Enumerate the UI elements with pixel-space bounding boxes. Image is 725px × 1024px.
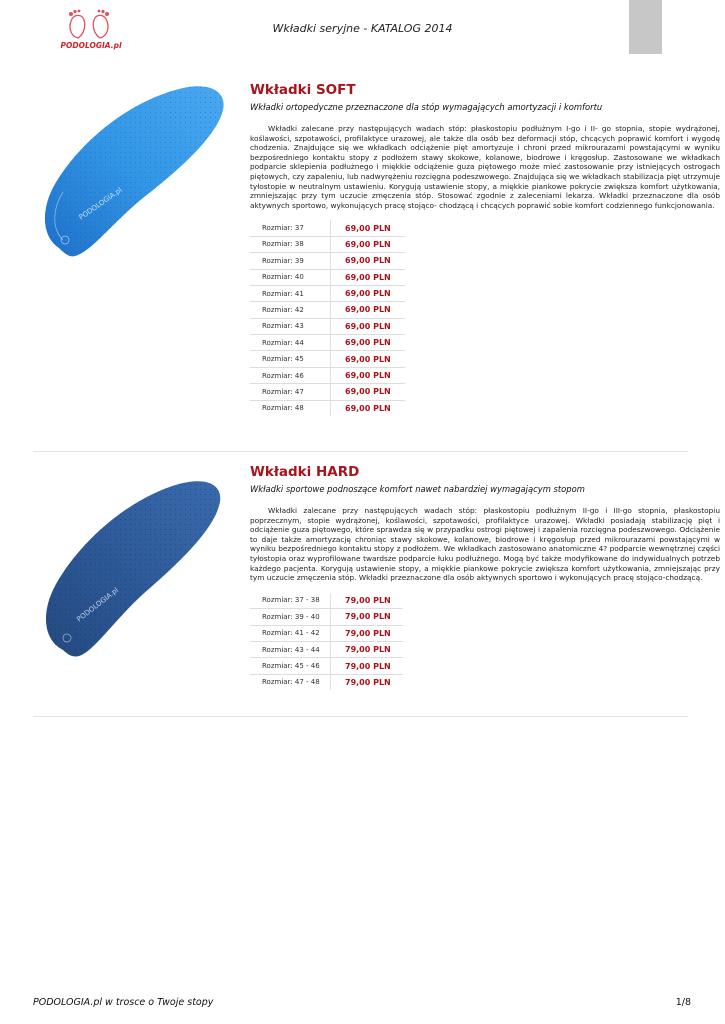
size-cell: Rozmiar: 38 — [250, 236, 331, 252]
hard-content — [250, 464, 720, 690]
price-cell: 79,00 PLN — [331, 609, 404, 625]
table-row — [250, 236, 405, 252]
hard-title: Wkładki HARD — [250, 464, 360, 480]
size-cell: Rozmiar: 41 — [250, 285, 331, 301]
table-row — [250, 367, 405, 383]
price-cell: 69,00 PLN — [331, 335, 406, 351]
soft-insole-image — [33, 80, 233, 279]
soft-title: Wkładki SOFT — [250, 82, 356, 98]
size-cell: Rozmiar: 42 — [250, 302, 331, 318]
footer-tagline: PODOLOGIA.pl w trosce o Twoje stopy — [33, 997, 214, 1008]
table-row — [250, 658, 403, 674]
size-cell: Rozmiar: 39 — [250, 253, 331, 269]
price-cell: 69,00 PLN — [331, 351, 406, 367]
hard-insole-image — [33, 472, 233, 671]
size-cell: Rozmiar: 41 - 42 — [250, 625, 331, 641]
table-row — [250, 220, 405, 236]
size-cell: Rozmiar: 45 - 46 — [250, 658, 331, 674]
size-cell: Rozmiar: 47 - 48 — [250, 674, 331, 690]
table-row — [250, 400, 405, 416]
size-cell: Rozmiar: 45 — [250, 351, 331, 367]
hard-insole-label: PODOLOGIA.pl — [75, 586, 121, 624]
price-cell: 69,00 PLN — [331, 269, 406, 285]
section-divider — [33, 451, 688, 452]
size-cell: Rozmiar: 37 — [250, 220, 331, 236]
hard-description-text: Wkładki zalecane przy następujących wadach stóp: płaskostopiu podłużnym II-go i III-go stopnia, płaskostopiu poprzecznym, stopie wydrążonej, koślawości, szpotawości, profilaktyce urazowej. Wkładki posiadają stabilizację pięt i odciążenie guza piętowego, które sprawdza się w przypadku ostrogi piętowej i zapalenia rozcięgna podeszwowego. Odciążenie to daje także amortyzację chroniąc stawy skokowe, kolanowe, biodrowe i kręgosłup przed mikrourazami powstającymi w wyniku bezpośredniego kontaktu stopy z podłożem. We wkładkach zastosowano anatomiczne 4? podparcie wewnętrznej części tyłostopia oraz wyprofilowane twardsze podparcie łuku podłużnego. Mogą być także modyfikowane do indywidualnych potrzeb każdego pacjenta. Korygują ustawienie stopy, a miękkie piankowe pokrycie zwiększa komfort użytkowania, zmniejszając przy tym uczucie zmęczenia stóp. Wkładki przeznaczone dla osób aktywnych sportowo i wykonujących pracę stojąco-chodzącą. — [250, 506, 720, 583]
price-cell: 69,00 PLN — [331, 253, 406, 269]
table-row — [250, 285, 405, 301]
price-cell: 69,00 PLN — [331, 367, 406, 383]
table-row — [250, 269, 405, 285]
logo-text: PODOLOGIA.pl — [60, 41, 122, 50]
table-row — [250, 593, 403, 609]
page-number: 1/8 — [675, 997, 691, 1008]
soft-description — [250, 124, 720, 210]
table-row — [250, 641, 403, 657]
table-row — [250, 318, 405, 334]
page-header-title: Wkładki seryjne - KATALOG 2014 — [272, 22, 453, 35]
table-row — [250, 335, 405, 351]
price-cell: 79,00 PLN — [345, 595, 391, 605]
price-cell: 79,00 PLN — [331, 674, 404, 690]
header-tab-decoration — [629, 0, 662, 54]
price-cell: 69,00 PLN — [345, 223, 391, 233]
price-cell: 69,00 PLN — [331, 400, 406, 416]
table-row — [250, 302, 405, 318]
price-cell: 79,00 PLN — [331, 625, 404, 641]
table-row — [250, 384, 405, 400]
size-cell: Rozmiar: 39 - 40 — [250, 609, 331, 625]
price-cell: 79,00 PLN — [331, 641, 404, 657]
price-cell: 69,00 PLN — [331, 318, 406, 334]
size-cell: Rozmiar: 37 - 38 — [250, 593, 331, 609]
table-row — [250, 253, 405, 269]
price-cell: 69,00 PLN — [331, 384, 406, 400]
size-cell: Rozmiar: 44 — [250, 335, 331, 351]
soft-content — [250, 82, 720, 416]
hard-price-table — [250, 593, 403, 690]
size-cell: Rozmiar: 40 — [250, 269, 331, 285]
price-cell: 79,00 PLN — [331, 658, 404, 674]
hard-subtitle: Wkładki sportowe podnoszące komfort nawet nabardziej wymagającym stopom — [250, 484, 585, 494]
soft-price-table — [250, 220, 405, 416]
table-row — [250, 674, 403, 690]
soft-subtitle: Wkładki ortopedyczne przeznaczone dla stóp wymagających amortyzacji i komfortu — [250, 102, 603, 112]
price-cell: 69,00 PLN — [331, 302, 406, 318]
table-row — [250, 609, 403, 625]
hard-description — [250, 506, 720, 583]
soft-insole-label: PODOLOGIA.pl — [77, 186, 124, 222]
table-row — [250, 351, 405, 367]
price-cell: 69,00 PLN — [331, 285, 406, 301]
soft-description-text: Wkładki zalecane przy następujących wadach stóp: płaskostopiu podłużnym I-go i II- go stopnia, stopie wydrążonej, koślawości, szpotawości, profilaktyce urazowej, ale także dla osób bez deformacji stóp, chcących poprawić komfort i wygodę chodzenia. Znajdujące się we wkładkach odciążenie pięt amortyzuje i chroni przed mikrourazami powstającymi w wyniku bezpośredniego kontaktu stopy z podłożem stawy skokowe, kolanowe, biodrowe i kręgosłup. Zastosowane we wkładkach podparcie sklepienia podłużnego i miękkie odciążenie guza piętowego może mieć zastosowanie przy istniejących ostrogach piętowych, czy zapaleniu, lub nadwyrężeniu rozcięgna podeszwowego. Znajdująca się we wkładkach stabilizacja pięt utrzymuje tyłostopie w neutralnym ustawieniu. Korygują ustawienie stopy, a miękkie piankowe pokrycie zwiększa komfort użytkowania, zmniejszając przy tym uczucie zmęczenia stóp. Stosować zgodnie z zaleceniami lekarza. Wkładki przeznaczone dla osób aktywnych sportowo, wykonujących pracę stojąco- chodzącą i chcących poprawić sobie komfort codziennego funkcjonowania. — [250, 124, 720, 210]
size-cell: Rozmiar: 47 — [250, 384, 331, 400]
size-cell: Rozmiar: 43 — [250, 318, 331, 334]
section-divider — [33, 716, 688, 717]
size-cell: Rozmiar: 43 - 44 — [250, 641, 331, 657]
size-cell: Rozmiar: 48 — [250, 400, 331, 416]
table-row — [250, 625, 403, 641]
price-cell: 69,00 PLN — [331, 236, 406, 252]
size-cell: Rozmiar: 46 — [250, 367, 331, 383]
